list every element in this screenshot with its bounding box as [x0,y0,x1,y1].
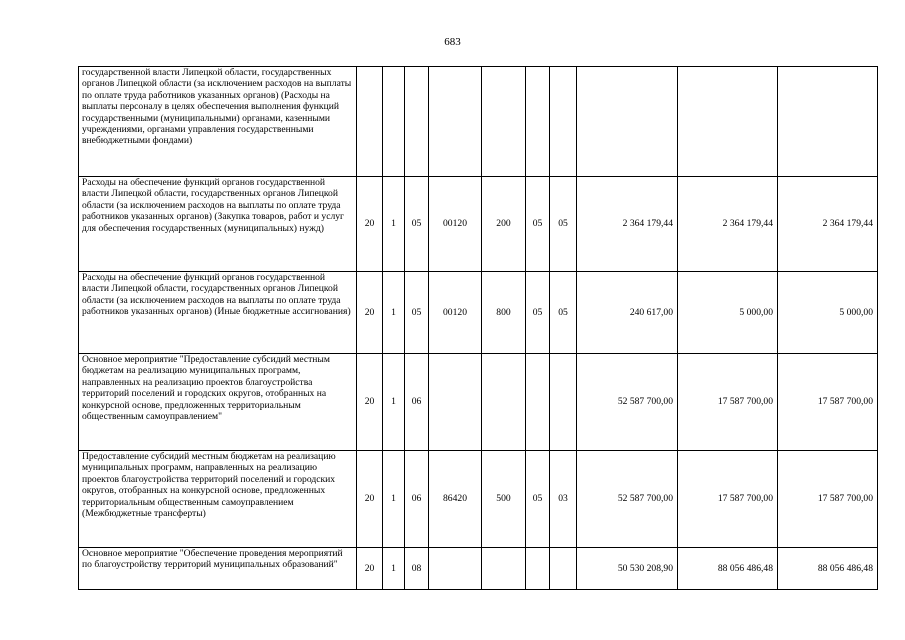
row-description: Расходы на обеспечение функций органов государственной власти Липецкой области, государственных органов Липецкой области (за исключением расходов на выплаты по оплате труда работников указанных органов) (Иные бюджетные ассигнования) [79,272,357,354]
amount-year-2: 17 587 700,00 [678,354,778,451]
code-expense-type [482,67,526,177]
amount-year-3: 2 364 179,44 [778,177,878,272]
code-target [429,354,482,451]
table-row [79,177,878,272]
code-program: 1 [383,548,405,590]
table-row [79,354,878,451]
amount-year-1: 240 617,00 [577,272,678,354]
code-program: 1 [383,272,405,354]
code-grbs: 20 [357,548,383,590]
amount-year-3: 5 000,00 [778,272,878,354]
amount-year-1: 2 364 179,44 [577,177,678,272]
code-grbs [357,67,383,177]
amount-year-3: 88 056 486,48 [778,548,878,590]
amount-year-2: 5 000,00 [678,272,778,354]
code-program: 1 [383,177,405,272]
code-section [526,548,550,590]
amount-year-2: 17 587 700,00 [678,451,778,548]
amount-year-2 [678,67,778,177]
code-subprogram: 06 [405,354,429,451]
table-row [79,451,878,548]
table-row [79,272,878,354]
code-subprogram: 05 [405,272,429,354]
code-subsection [550,67,577,177]
code-target: 86420 [429,451,482,548]
amount-year-3 [778,67,878,177]
code-section [526,67,550,177]
code-target [429,548,482,590]
code-expense-type: 500 [482,451,526,548]
amount-year-2: 88 056 486,48 [678,548,778,590]
code-section: 05 [526,451,550,548]
row-description: Предоставление субсидий местным бюджетам на реализацию муниципальных программ, направленных на реализацию проектов благоустройства территорий поселений и городских округов, отобранных на конкурсной основе, предложенных территориальным общественным самоуправлением (Межбюджетные трансферты) [79,451,357,548]
amount-year-1: 52 587 700,00 [577,354,678,451]
table-row [79,548,878,590]
code-grbs: 20 [357,177,383,272]
code-program [383,67,405,177]
code-program: 1 [383,354,405,451]
code-target: 00120 [429,272,482,354]
code-section: 05 [526,272,550,354]
code-grbs: 20 [357,272,383,354]
code-target: 00120 [429,177,482,272]
amount-year-3: 17 587 700,00 [778,451,878,548]
amount-year-2: 2 364 179,44 [678,177,778,272]
code-program: 1 [383,451,405,548]
code-subprogram: 06 [405,451,429,548]
amount-year-1: 50 530 208,90 [577,548,678,590]
code-subsection [550,354,577,451]
code-grbs: 20 [357,451,383,548]
code-expense-type: 800 [482,272,526,354]
amount-year-1: 52 587 700,00 [577,451,678,548]
code-subsection: 05 [550,272,577,354]
budget-table [78,66,878,590]
amount-year-3: 17 587 700,00 [778,354,878,451]
code-expense-type: 200 [482,177,526,272]
row-description: Основное мероприятие "Предоставление субсидий местным бюджетам на реализацию муниципальных программ, направленных на реализацию проектов благоустройства территорий поселений и городских округов, отобранных на конкурсной основе, предложенных территориальным общественным самоуправлением" [79,354,357,451]
row-description: государственной власти Липецкой области, государственных органов Липецкой области (за исключением расходов на выплаты по оплате труда работников указанных органов) (Расходы на выплаты персоналу в целях обеспечения выполнения функций государственными (муниципальными) органами, казенными учреждениями, органами управления государственными внебюджетными фондами) [79,67,357,177]
code-grbs: 20 [357,354,383,451]
row-description: Расходы на обеспечение функций органов государственной власти Липецкой области, государственных органов Липецкой области (за исключением расходов на выплаты по оплате труда работников указанных органов) (Закупка товаров, работ и услуг для обеспечения государственных (муниципальных) нужд) [79,177,357,272]
code-subprogram: 05 [405,177,429,272]
page-number: 683 [444,36,461,48]
row-description: Основное мероприятие "Обеспечение проведения мероприятий по благоустройству территорий муниципальных образований" [79,548,357,590]
table-row [79,67,878,177]
code-subprogram: 08 [405,548,429,590]
code-subprogram [405,67,429,177]
code-target [429,67,482,177]
amount-year-1 [577,67,678,177]
code-subsection: 05 [550,177,577,272]
code-expense-type [482,354,526,451]
code-subsection: 03 [550,451,577,548]
code-section: 05 [526,177,550,272]
code-expense-type [482,548,526,590]
code-subsection [550,548,577,590]
code-section [526,354,550,451]
